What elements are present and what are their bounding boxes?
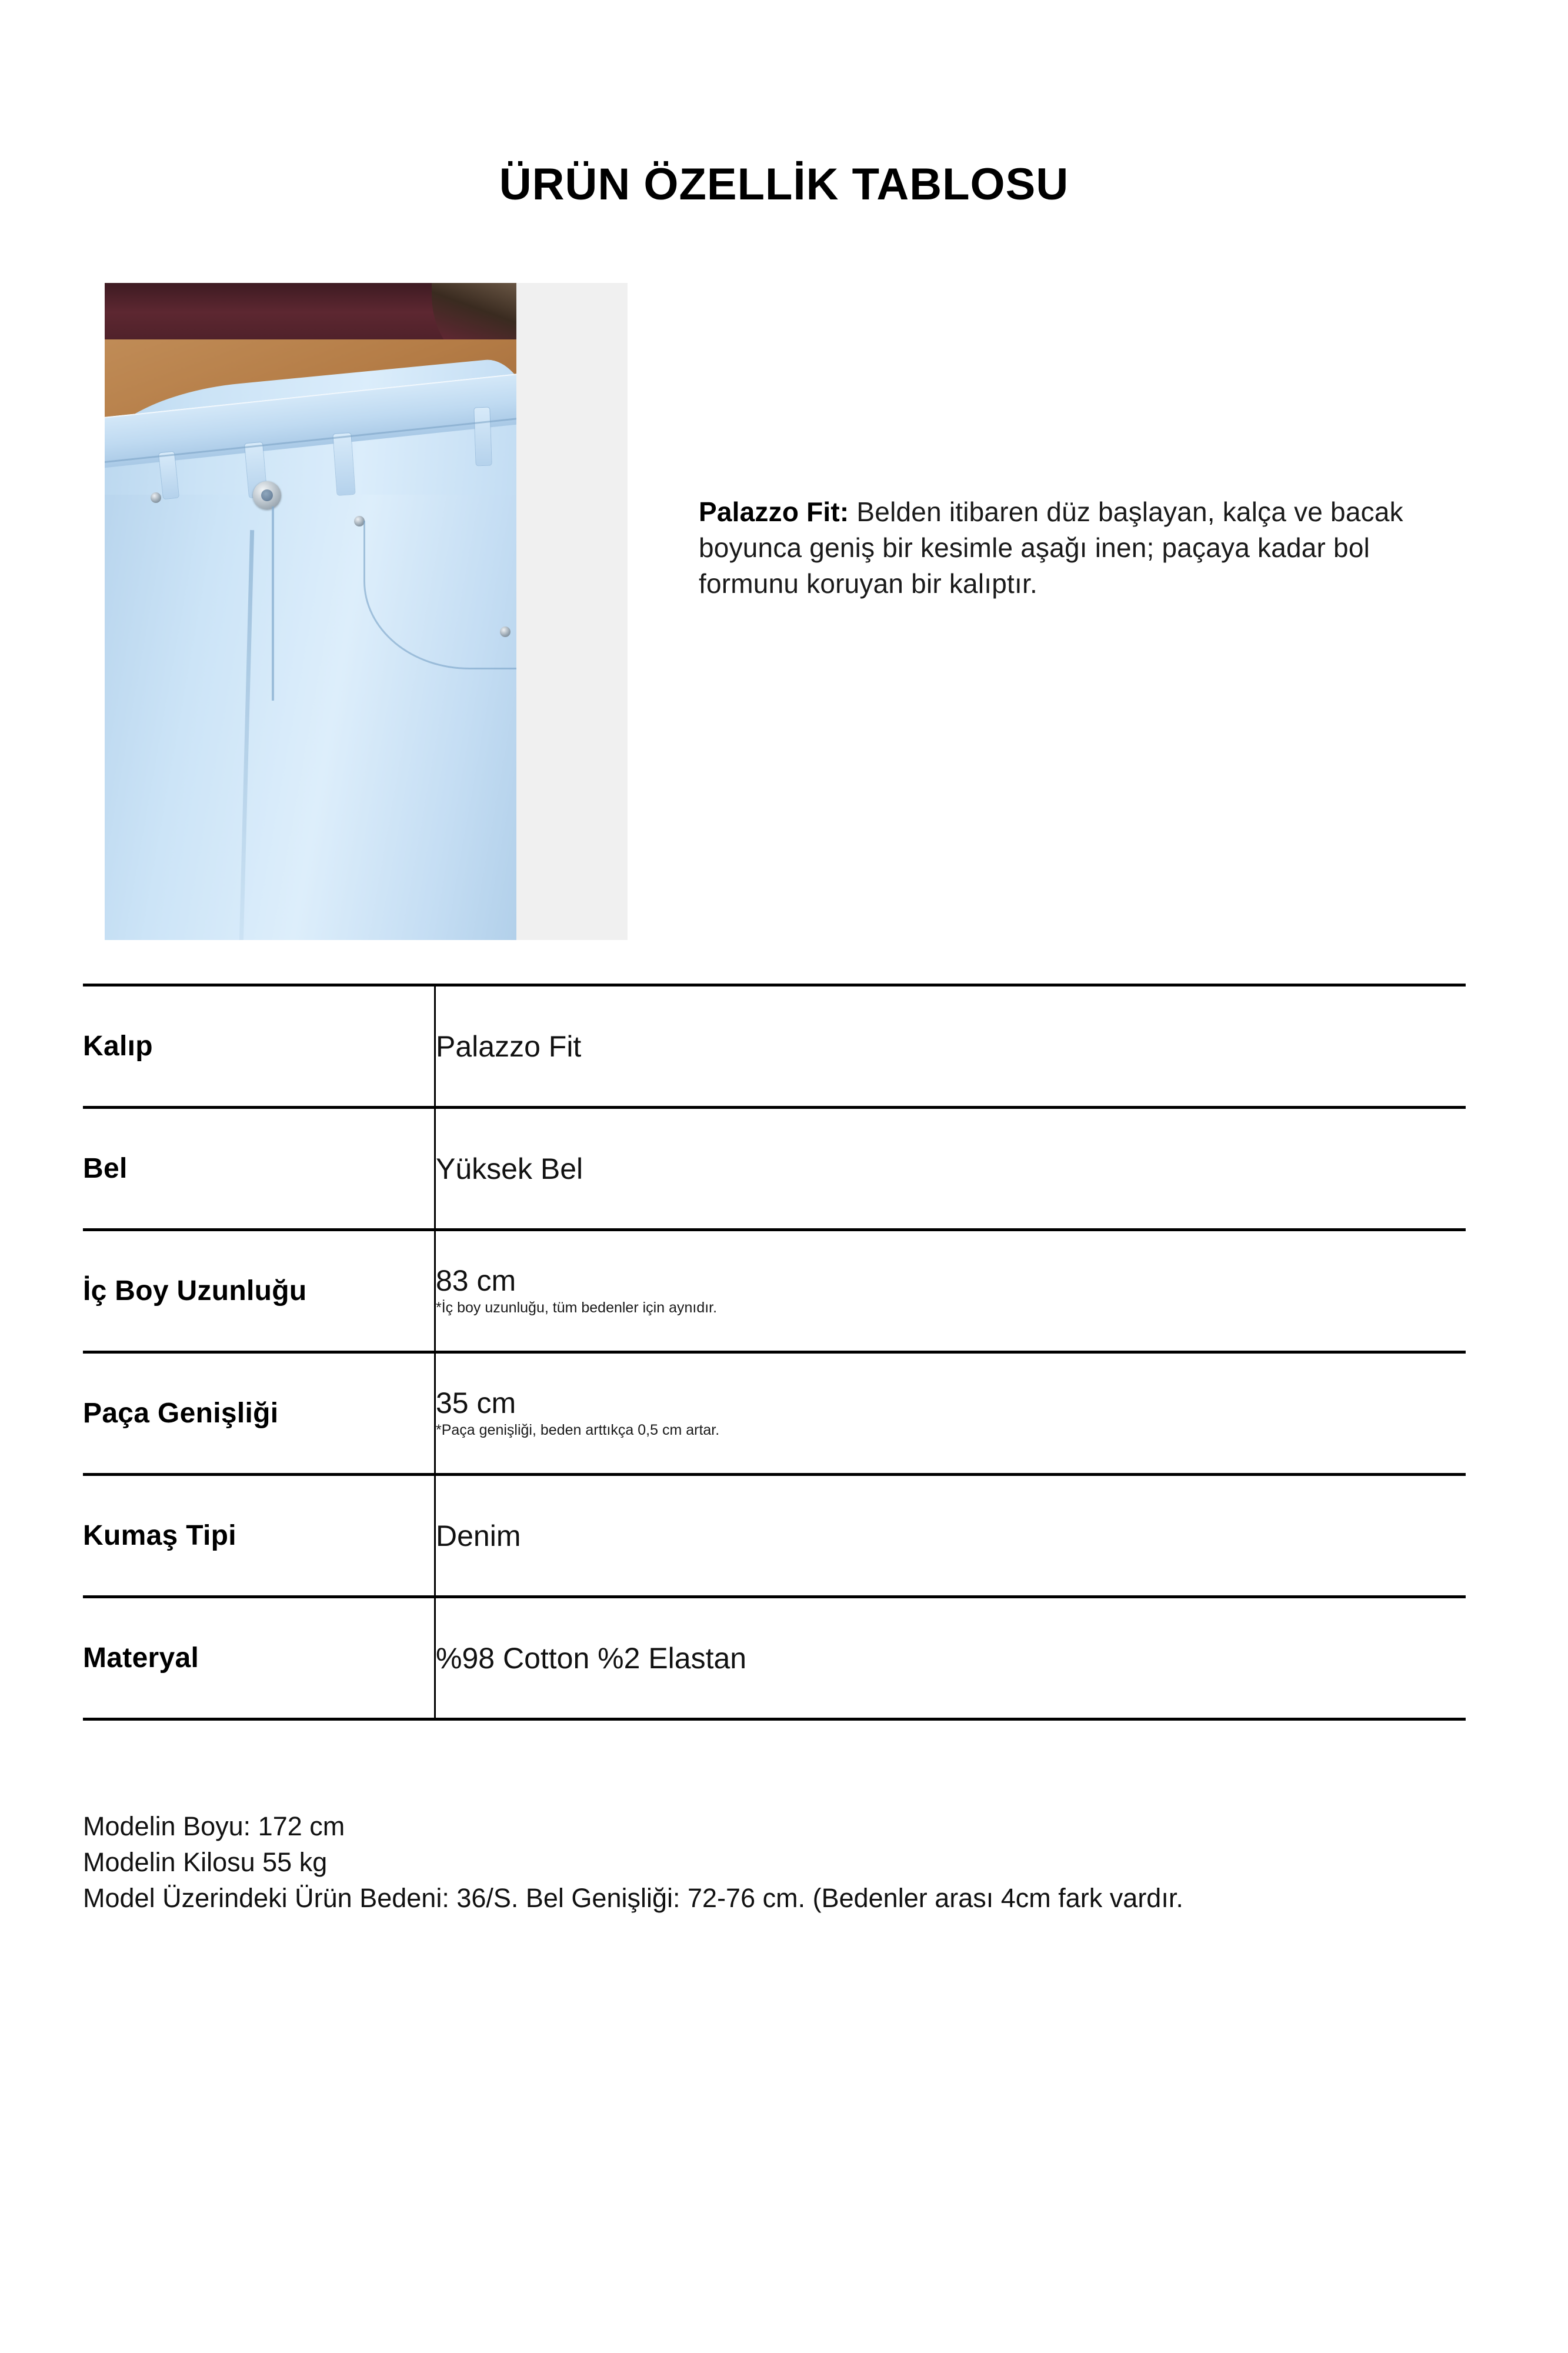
belt-loop-far-right [474, 408, 491, 466]
spec-label-paca-genisligi: Paça Genişliği [83, 1352, 435, 1475]
table-row [83, 1230, 1466, 1352]
spec-value-text: Yüksek Bel [436, 1152, 583, 1185]
fit-description-lead: Palazzo Fit: [699, 496, 849, 527]
spec-table-body [83, 985, 1466, 1719]
table-row [83, 1352, 1466, 1475]
product-photo-canvas [105, 283, 516, 940]
spec-value-text: Palazzo Fit [436, 1029, 582, 1063]
spec-value-note: *Paça genişliği, beden arttıkça 0,5 cm artar. [436, 1422, 720, 1439]
spec-value-paca-genisligi [435, 1352, 1466, 1475]
spec-value-text: %98 Cotton %2 Elastan [436, 1641, 747, 1675]
model-size-note: Model Üzerindeki Ürün Bedeni: 36/S. Bel Genişliği: 72-76 cm. (Bedenler arası 4cm fark vardır. [83, 1882, 1183, 1913]
model-weight-note: Modelin Kilosu 55 kg [83, 1847, 328, 1877]
spec-value-kalip [435, 985, 1466, 1108]
spec-label-ic-boy-uzunlugu: İç Boy Uzunluğu [83, 1230, 435, 1352]
table-row [83, 1597, 1466, 1719]
product-spec-table [83, 984, 1466, 1721]
denim-button [253, 481, 281, 509]
spec-value-text: 83 cm [436, 1264, 516, 1298]
rivet-left [151, 492, 161, 503]
table-row [83, 985, 1466, 1108]
fit-description-body: Belden itibaren düz başlayan, kalça ve bacak boyunca geniş bir kesimle aşağı inen; paçaya kadar bol formunu koruyan bir kalıptır. [699, 496, 1403, 599]
fit-description [699, 494, 1463, 602]
spec-value-materyal [435, 1597, 1466, 1719]
table-row [83, 1108, 1466, 1230]
spec-value-bel [435, 1108, 1466, 1230]
product-image [105, 283, 628, 940]
spec-value-note: *İç boy uzunluğu, tüm bedenler için aynıdır. [436, 1299, 718, 1317]
spec-label-kumas-tipi: Kumaş Tipi [83, 1475, 435, 1597]
table-row [83, 1475, 1466, 1597]
spec-value-text: 35 cm [436, 1387, 516, 1420]
spec-label-kalip: Kalıp [83, 985, 435, 1108]
spec-label-bel: Bel [83, 1108, 435, 1230]
model-info-notes [83, 1809, 1447, 1916]
spec-value-text: Denim [436, 1519, 521, 1552]
page-title: ÜRÜN ÖZELLİK TABLOSU [499, 159, 1069, 209]
spec-value-kumas-tipi [435, 1475, 1466, 1597]
model-height-note: Modelin Boyu: 172 cm [83, 1811, 345, 1841]
spec-label-materyal: Materyal [83, 1597, 435, 1719]
fly-seam [272, 506, 274, 701]
spec-value-ic-boy-uzunlugu [435, 1230, 1466, 1352]
